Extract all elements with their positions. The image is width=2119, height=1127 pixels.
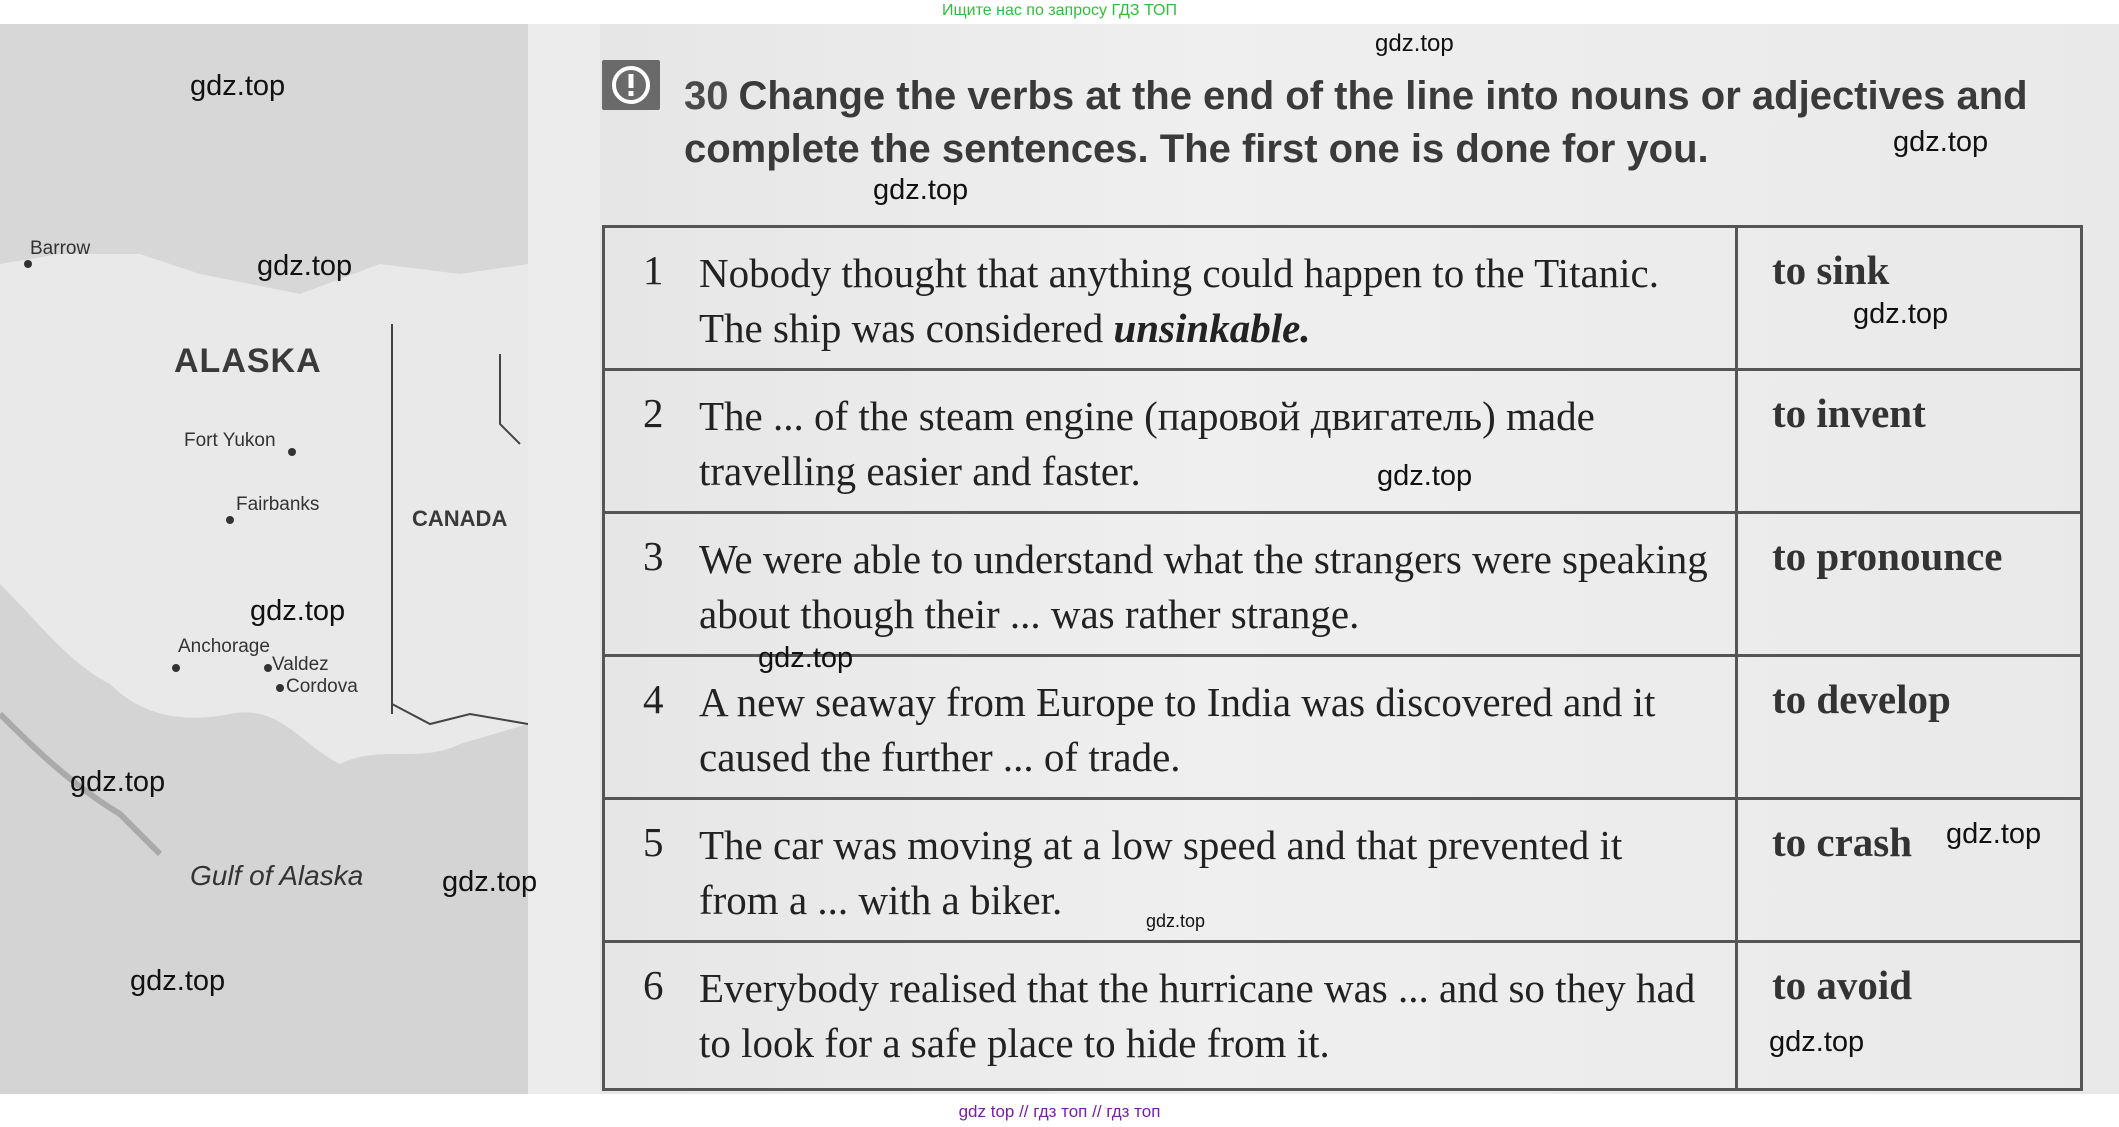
place-label: Fairbanks	[236, 494, 320, 515]
place-label: Cordova	[286, 676, 358, 697]
exercise-number: 30	[684, 74, 729, 118]
watermark: gdz.top	[1769, 1026, 1865, 1058]
column-divider	[1735, 514, 1738, 654]
row-answer: unsinkable.	[1113, 305, 1311, 351]
row-verb: to pronounce	[1772, 533, 2003, 579]
map-shapes-icon	[0, 24, 528, 1094]
row-number: 6	[643, 962, 664, 1008]
watermark: gdz.top	[130, 965, 226, 997]
city-dot-icon	[226, 516, 234, 524]
watermark: gdz.top	[1853, 298, 1949, 330]
row-sentence: A new seaway from Europe to India was discovered and it caused the further ... of trade.	[699, 679, 1656, 780]
watermark: gdz.top	[1893, 126, 1989, 158]
column-divider	[1735, 800, 1738, 940]
map-title: ALASKA	[174, 342, 322, 380]
watermark: gdz.top	[1375, 30, 1454, 57]
table-row	[605, 514, 2080, 657]
bottom-banner: gdz top // гдз топ // гдз топ	[958, 1102, 1161, 1121]
place-label: Anchorage	[178, 636, 270, 657]
city-dot-icon	[276, 684, 284, 692]
city-dot-icon	[288, 448, 296, 456]
row-number: 3	[643, 533, 664, 579]
place-label: Valdez	[272, 654, 329, 675]
watermark: gdz.top	[190, 70, 286, 102]
watermark: gdz.top	[873, 174, 969, 206]
row-sentence: The car was moving at a low speed and that prevented it from a ... with a biker.	[699, 822, 1623, 923]
row-sentence	[699, 246, 1709, 356]
row-sentence: The ... of the steam engine (паровой двигатель) made travelling easier and faster.	[699, 393, 1595, 494]
row-number: 5	[643, 819, 664, 865]
place-label: Fort Yukon	[184, 430, 276, 451]
city-dot-icon	[24, 260, 32, 268]
map-country-label: CANADA	[412, 506, 508, 531]
row-number: 2	[643, 390, 664, 436]
watermark: gdz.top	[1946, 818, 2042, 850]
row-verb: to crash	[1772, 819, 1913, 865]
row-verb: to avoid	[1772, 962, 1913, 1008]
exercise-instruction	[684, 70, 2064, 176]
place-label: Barrow	[30, 238, 91, 259]
row-sentence: We were able to understand what the strangers were speaking about though their ... was rather strange.	[699, 536, 1708, 637]
column-divider	[1735, 657, 1738, 797]
column-divider	[1735, 228, 1738, 368]
row-verb: to invent	[1772, 390, 1926, 436]
watermark: gdz.top	[758, 642, 854, 674]
table-row	[605, 943, 2080, 1088]
top-banner: Ищите нас по запросу ГДЗ ТОП	[942, 2, 1177, 19]
column-divider	[1735, 371, 1738, 511]
row-number: 1	[643, 247, 664, 293]
row-sentence-text: Nobody thought that anything could happen to the Titanic. The ship was considered	[699, 250, 1659, 351]
table-row	[605, 657, 2080, 800]
row-verb: to develop	[1772, 676, 1951, 722]
watermark: gdz.top	[1377, 460, 1473, 492]
watermark: gdz.top	[1146, 911, 1206, 931]
alaska-map	[0, 24, 528, 1094]
watermark: gdz.top	[250, 595, 346, 627]
row-sentence: Everybody realised that the hurricane was ... and so they had to look for a safe place to hide from it.	[699, 965, 1696, 1066]
row-verb: to sink	[1772, 247, 1890, 293]
column-divider	[1735, 943, 1738, 1088]
exclamation-icon	[602, 60, 660, 110]
table-row	[605, 371, 2080, 514]
exercise-instruction-text: Change the verbs at the end of the line into nouns or adjectives and complete the sentences. The first one is done for you.	[684, 74, 2028, 171]
watermark: gdz.top	[257, 250, 353, 282]
watermark: gdz.top	[70, 766, 166, 798]
map-gulf-label: Gulf of Alaska	[190, 860, 364, 891]
city-dot-icon	[172, 664, 180, 672]
table-row	[605, 800, 2080, 943]
watermark: gdz.top	[442, 866, 538, 898]
row-number: 4	[643, 676, 664, 722]
city-dot-icon	[264, 664, 272, 672]
